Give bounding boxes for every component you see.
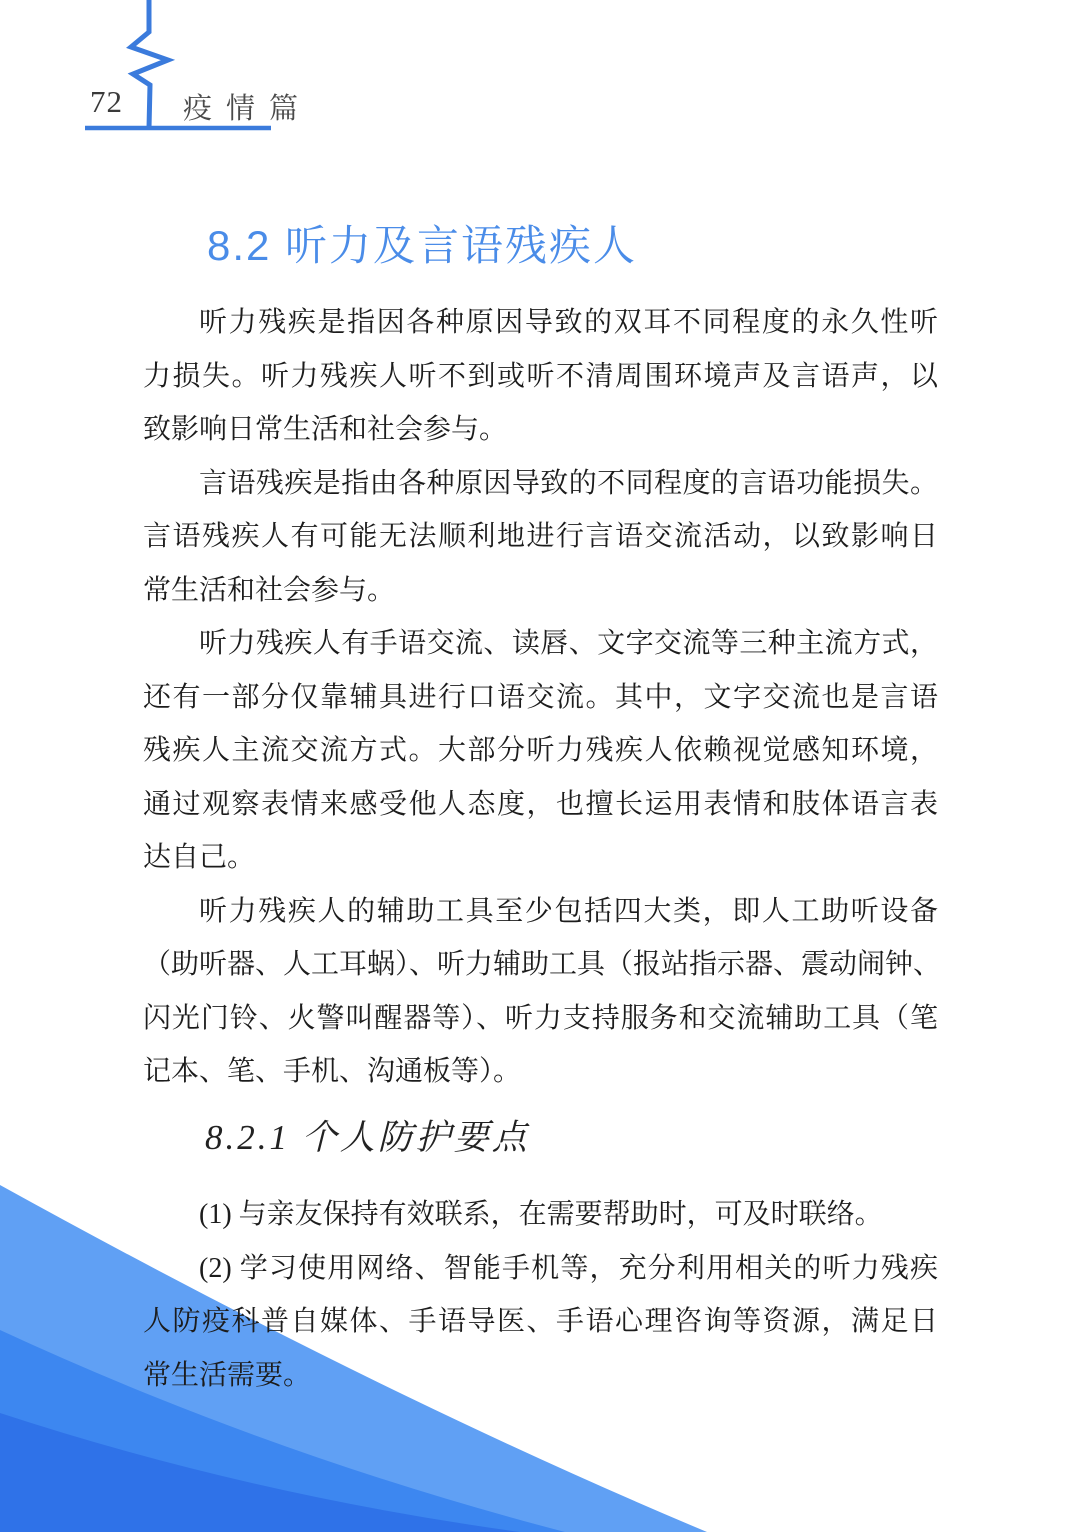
item-line: 人防疫科普自媒体、手语导医、手语心理咨询等资源，满足日 [143, 1306, 938, 1337]
page-number: 72 [90, 84, 123, 119]
paragraph-line: 记本、笔、手机、沟通板等）。 [143, 1056, 522, 1087]
paragraph-line: 言语残疾人有可能无法顺利地进行言语交流活动，以致影响日 [143, 521, 938, 552]
body-text [143, 296, 942, 1099]
paragraph-line: 致影响日常生活和社会参与。 [143, 414, 508, 445]
paragraph-line: 残疾人主流交流方式。大部分听力残疾人依赖视觉感知环境， [143, 735, 938, 766]
item-line: (2) 学习使用网络、智能手机等，充分利用相关的听力残疾 [199, 1252, 938, 1284]
paragraph-line: 言语残疾是指由各种原因导致的不同程度的言语功能损失。 [199, 467, 938, 499]
paragraph-line: 达自己。 [143, 842, 256, 873]
paragraph-line: 还有一部分仅靠辅具进行口语交流。其中，文字交流也是言语 [143, 681, 938, 713]
paragraph-line: 通过观察表情来感受他人态度，也擅长运用表情和肢体语言表 [143, 788, 938, 820]
zigzag-line-icon [131, 0, 168, 128]
paragraph-line: 听力残疾人的辅助工具至少包括四大类，即人工助听设备 [199, 895, 938, 927]
paragraph-line: （助听器、人工耳蜗）、听力辅助工具（报站指示器、震动闹钟、 [143, 949, 942, 980]
paragraph-line: 闪光门铃、火警叫醒器等）、听力支持服务和交流辅助工具（笔 [143, 1002, 938, 1034]
page-header [0, 0, 1080, 150]
header-rule-and-zigzag-icon [0, 0, 1080, 150]
paragraph-line: 力损失。听力残疾人听不到或听不清周围环境声及言语声，以 [143, 360, 938, 392]
paragraph-line: 常生活和社会参与。 [143, 574, 396, 606]
section-heading: 8.2 听力及言语残疾人 [207, 222, 638, 269]
item-line: (1) 与亲友保持有效联系，在需要帮助时，可及时联络。 [199, 1199, 883, 1230]
item-line: 常生活需要。 [143, 1359, 312, 1391]
sub-section-heading: 8.2.1 个人防护要点 [205, 1118, 530, 1157]
paragraph-line: 听力残疾是指因各种原因导致的双耳不同程度的永久性听 [199, 307, 938, 338]
paragraph-line: 听力残疾人有手语交流、读唇、文字交流等三种主流方式， [199, 628, 938, 659]
protection-items [143, 1188, 938, 1402]
section-label: 疫情篇 [183, 93, 313, 125]
